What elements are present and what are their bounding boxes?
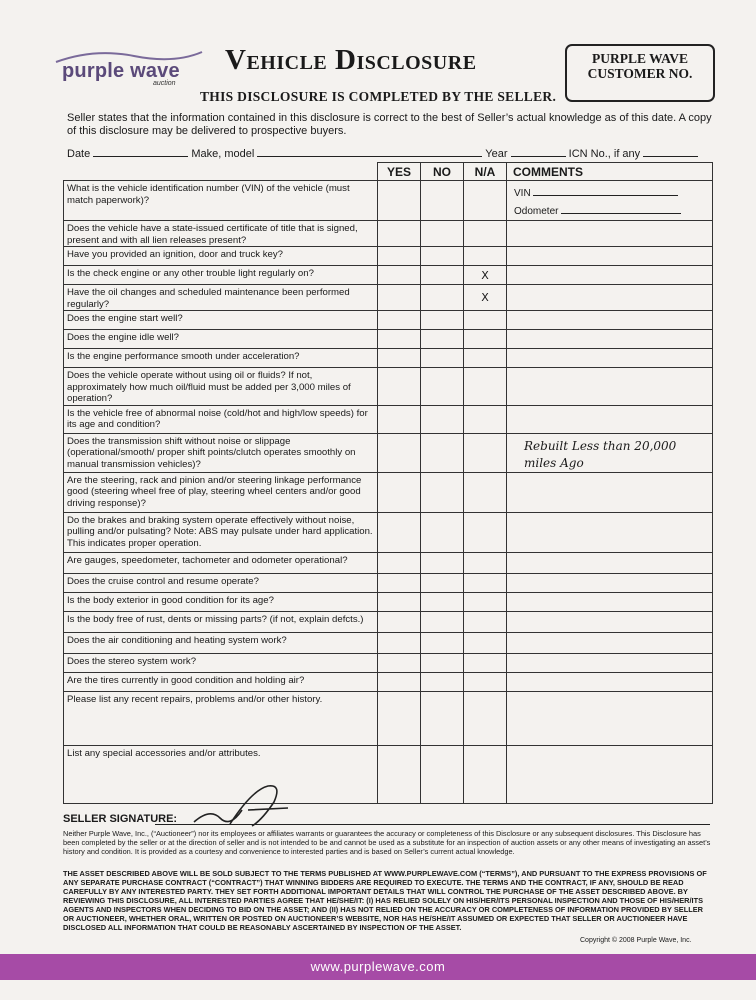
table-row bbox=[64, 221, 713, 247]
question-cell bbox=[64, 472, 378, 512]
comment-cell[interactable] bbox=[507, 512, 713, 552]
question-text: Does the engine start well? bbox=[67, 313, 183, 324]
question-header bbox=[64, 163, 378, 181]
question-text: Does the air conditioning and heating system work? bbox=[67, 634, 287, 646]
comment-cell[interactable] bbox=[507, 285, 713, 311]
no-checkbox-cell[interactable] bbox=[421, 512, 464, 552]
logo-text: purple wave bbox=[62, 60, 180, 82]
table-row bbox=[64, 592, 713, 611]
na-checkbox-cell[interactable] bbox=[464, 368, 507, 406]
handwritten-signature bbox=[190, 780, 300, 830]
na-checkbox-cell[interactable] bbox=[464, 433, 507, 472]
vin-line bbox=[514, 185, 709, 199]
question-cell bbox=[64, 691, 378, 745]
table-row bbox=[64, 405, 713, 433]
na-check-mark: X bbox=[481, 268, 489, 282]
na-checkbox-cell[interactable] bbox=[464, 691, 507, 745]
yes-checkbox-cell[interactable] bbox=[378, 285, 421, 311]
question-cell bbox=[64, 433, 378, 472]
yes-checkbox-cell[interactable] bbox=[378, 592, 421, 611]
copyright: Copyright © 2008 Purple Wave, Inc. bbox=[580, 937, 692, 944]
na-checkbox-cell[interactable] bbox=[464, 512, 507, 552]
question-text: Does the engine idle well? bbox=[67, 332, 180, 343]
yes-checkbox-cell[interactable] bbox=[378, 368, 421, 406]
question-text: Is the engine performance smooth under acceleration? bbox=[67, 351, 300, 362]
question-text: Please list any recent repairs, problems and/or other history. bbox=[67, 693, 323, 705]
question-text: Does the stereo system work? bbox=[67, 655, 197, 667]
comment-cell[interactable] bbox=[507, 433, 713, 472]
na-checkbox-cell[interactable] bbox=[464, 330, 507, 349]
yes-checkbox-cell[interactable] bbox=[378, 691, 421, 745]
question-cell bbox=[64, 247, 378, 266]
question-cell bbox=[64, 573, 378, 592]
comment-cell[interactable] bbox=[507, 266, 713, 285]
comment-cell[interactable] bbox=[507, 653, 713, 672]
comments-header: COMMENTS bbox=[507, 163, 713, 181]
customer-box-line-1: PURPLE WAVE bbox=[592, 51, 688, 66]
yes-checkbox-cell[interactable] bbox=[378, 632, 421, 653]
table-row bbox=[64, 745, 713, 803]
question-text: Is the body exterior in good condition for its age? bbox=[67, 594, 274, 606]
yes-checkbox-cell[interactable] bbox=[378, 672, 421, 691]
comment-cell[interactable] bbox=[507, 691, 713, 745]
table-row bbox=[64, 573, 713, 592]
question-text: Does the cruise control and resume operate? bbox=[67, 575, 259, 587]
question-text: Are the tires currently in good condition and holding air? bbox=[67, 674, 305, 686]
yes-checkbox-cell[interactable] bbox=[378, 266, 421, 285]
intro-statement: Seller states that the information contained in this disclosure is correct to the best of Seller’s actual knowledge as of this date. A copy of this disclosure may be delivered to prospective buyers. bbox=[67, 112, 712, 137]
comment-cell[interactable] bbox=[507, 632, 713, 653]
question-text: Have you provided an ignition, door and truck key? bbox=[67, 249, 283, 260]
table-row bbox=[64, 691, 713, 745]
table-row bbox=[64, 653, 713, 672]
na-check-mark: X bbox=[481, 291, 489, 304]
question-cell bbox=[64, 405, 378, 433]
table-row bbox=[64, 368, 713, 406]
comment-cell[interactable] bbox=[507, 349, 713, 368]
table-row bbox=[64, 285, 713, 311]
question-cell bbox=[64, 285, 378, 311]
comment-cell[interactable] bbox=[507, 330, 713, 349]
purple-wave-logo bbox=[58, 56, 198, 92]
table-header-row bbox=[64, 163, 713, 181]
na-checkbox-cell[interactable] bbox=[464, 181, 507, 221]
comment-cell[interactable] bbox=[507, 611, 713, 632]
yes-checkbox-cell[interactable] bbox=[378, 405, 421, 433]
na-checkbox-cell[interactable] bbox=[464, 672, 507, 691]
make-model-label: Make, model bbox=[191, 148, 255, 160]
na-checkbox-cell[interactable] bbox=[464, 611, 507, 632]
page-title: Vehicle Disclosure bbox=[225, 44, 477, 76]
no-checkbox-cell[interactable] bbox=[421, 330, 464, 349]
question-cell bbox=[64, 512, 378, 552]
yes-checkbox-cell[interactable] bbox=[378, 311, 421, 330]
question-text: Does the vehicle have a state-issued certificate of title that is signed, present and with all lien releases present? bbox=[67, 223, 358, 246]
no-checkbox-cell[interactable] bbox=[421, 433, 464, 472]
page-subtitle: THIS DISCLOSURE IS COMPLETED BY THE SELLER. bbox=[200, 89, 557, 104]
date-label: Date bbox=[67, 148, 91, 160]
comment-cell[interactable] bbox=[507, 221, 713, 247]
question-cell bbox=[64, 672, 378, 691]
no-checkbox-cell[interactable] bbox=[421, 672, 464, 691]
na-checkbox-cell[interactable] bbox=[464, 552, 507, 573]
na-checkbox-cell[interactable] bbox=[464, 266, 507, 285]
no-checkbox-cell[interactable] bbox=[421, 221, 464, 247]
na-checkbox-cell[interactable] bbox=[464, 311, 507, 330]
no-header: NO bbox=[421, 163, 464, 181]
question-text: Are gauges, speedometer, tachometer and odometer operational? bbox=[67, 554, 348, 566]
yes-checkbox-cell[interactable] bbox=[378, 247, 421, 266]
na-checkbox-cell[interactable] bbox=[464, 247, 507, 266]
question-cell bbox=[64, 266, 378, 285]
no-checkbox-cell[interactable] bbox=[421, 653, 464, 672]
no-checkbox-cell[interactable] bbox=[421, 573, 464, 592]
question-cell bbox=[64, 632, 378, 653]
table-row bbox=[64, 632, 713, 653]
no-checkbox-cell[interactable] bbox=[421, 592, 464, 611]
disclaimer-text: Neither Purple Wave, Inc., (“Auctioneer”) nor its employees or affiliates warrants or guarantees the accuracy or completeness of this Disclosure or any subsequent disclosures. This Disclosure has been completed by the seller or at the direction of seller and is not intended to be and cannot be used as a substitute for an inspection of auction assets or any other means of investigating an asset’s history and condition. It is provided as a courtesy and convenience to interested parties and is based on Seller’s current actual knowledge. bbox=[63, 829, 711, 856]
comment-cell[interactable] bbox=[507, 247, 713, 266]
table-row bbox=[64, 552, 713, 573]
seller-signature-label: SELLER SIGNATURE: bbox=[63, 813, 178, 825]
table-row bbox=[64, 472, 713, 512]
yes-checkbox-cell[interactable] bbox=[378, 433, 421, 472]
na-checkbox-cell[interactable] bbox=[464, 653, 507, 672]
comment-cell[interactable] bbox=[507, 745, 713, 803]
no-checkbox-cell[interactable] bbox=[421, 691, 464, 745]
yes-checkbox-cell[interactable] bbox=[378, 512, 421, 552]
table-row bbox=[64, 611, 713, 632]
odometer-label: Odometer bbox=[514, 206, 559, 217]
yes-checkbox-cell[interactable] bbox=[378, 330, 421, 349]
odometer-line bbox=[514, 203, 709, 217]
terms-text: THE ASSET DESCRIBED ABOVE WILL BE SOLD SUBJECT TO THE TERMS PUBLISHED AT WWW.PURPLEWAVE.COM (“TERMS”), AND PURSUANT TO THE EXPRESS PROVISIONS OF ANY SEPARATE PURCHASE CONTRACT (“CONTRACT”) THAT WINNING BIDDERS ARE REQUIRED TO EXECUTE. THE TERMS AND THE CONTRACT, IF ANY, SHOULD BE READ CAREFULLY BY ANY INTERESTED PARTY. THEY SET FORTH ADDITIONAL IMPORTANT DETAILS THAT WILL CONTROL THE PURCHASE OF THE ASSET DESCRIBED ABOVE. BY REVIEWING THIS DISCLOSURE, ALL INTERESTED PARTIES AGREE THAT HE/SHE/IT: (I) HAS RELIED SOLELY ON HIS/HER/ITS PERSONAL INSPECTION AND THOSE OF HIS/HER/ITS AGENTS AND INSPECTORS WHEN DECIDING TO BID ON THE ASSET; AND (II) HAS NOT RELIED ON THE ACCURACY OR COMPLETENESS OF INFORMATION PROVIDED BY SELLER OR AUCTIONEER, WHETHER ORAL, WRITTEN OR POSTED ON AUCTIONEER’S WEBSITE, NOR HAS HE/SHE/IT ASSUMED OR EXPECTED THAT SELLER OR AUCTIONEER HAVE DISCLOSED ALL INFORMATION THAT COULD BE REASONABLY ASCERTAINED BY INSPECTION OF THE ASSET. bbox=[63, 869, 707, 932]
question-text: Is the vehicle free of abnormal noise (cold/hot and high/low speeds) for its age and condition? bbox=[67, 407, 368, 430]
yes-checkbox-cell[interactable] bbox=[378, 552, 421, 573]
yes-checkbox-cell[interactable] bbox=[378, 221, 421, 247]
table-row bbox=[64, 330, 713, 349]
question-cell bbox=[64, 349, 378, 368]
no-checkbox-cell[interactable] bbox=[421, 552, 464, 573]
no-checkbox-cell[interactable] bbox=[421, 247, 464, 266]
question-text: List any special accessories and/or attributes. bbox=[67, 747, 261, 759]
na-checkbox-cell[interactable] bbox=[464, 573, 507, 592]
no-checkbox-cell[interactable] bbox=[421, 472, 464, 512]
na-checkbox-cell[interactable] bbox=[464, 632, 507, 653]
yes-header: YES bbox=[378, 163, 421, 181]
make-model-field[interactable] bbox=[257, 146, 482, 157]
yes-checkbox-cell[interactable] bbox=[378, 181, 421, 221]
footer-url[interactable]: www.purplewave.com bbox=[310, 959, 446, 974]
question-text: Have the oil changes and scheduled maintenance been performed regularly? bbox=[67, 287, 350, 310]
na-checkbox-cell[interactable] bbox=[464, 592, 507, 611]
customer-number-box bbox=[565, 44, 715, 102]
na-header: N/A bbox=[464, 163, 507, 181]
comment-cell[interactable] bbox=[507, 405, 713, 433]
question-cell bbox=[64, 311, 378, 330]
na-checkbox-cell[interactable] bbox=[464, 405, 507, 433]
comment-cell[interactable] bbox=[507, 672, 713, 691]
no-checkbox-cell[interactable] bbox=[421, 181, 464, 221]
info-line bbox=[67, 146, 717, 160]
no-checkbox-cell[interactable] bbox=[421, 745, 464, 803]
no-checkbox-cell[interactable] bbox=[421, 611, 464, 632]
table-row bbox=[64, 247, 713, 266]
question-text: Are the steering, rack and pinion and/or steering linkage performance good (steering wheel free of play, steering wheel centers and/or good driving response)? bbox=[67, 474, 362, 509]
table-row bbox=[64, 672, 713, 691]
handwritten-comment: Rebuilt Less than 20,000 miles Ago bbox=[524, 438, 677, 470]
logo-subtext: auction bbox=[153, 80, 176, 87]
icn-label: ICN No., if any bbox=[568, 148, 641, 160]
disclosure-table bbox=[63, 162, 713, 804]
yes-checkbox-cell[interactable] bbox=[378, 472, 421, 512]
na-checkbox-cell[interactable] bbox=[464, 285, 507, 311]
no-checkbox-cell[interactable] bbox=[421, 311, 464, 330]
year-field[interactable] bbox=[511, 146, 566, 157]
question-text: Is the check engine or any other trouble light regularly on? bbox=[67, 268, 314, 279]
customer-box-line-2: CUSTOMER NO. bbox=[587, 66, 693, 81]
yes-checkbox-cell[interactable] bbox=[378, 349, 421, 368]
comment-cell[interactable] bbox=[507, 592, 713, 611]
vin-label: VIN bbox=[514, 188, 531, 199]
no-checkbox-cell[interactable] bbox=[421, 368, 464, 406]
vin-field[interactable] bbox=[533, 185, 678, 196]
question-text: Does the transmission shift without noise or slippage (operational/smooth/ proper shift points/clutch operates smoothly on manual transmission vehicles)? bbox=[67, 435, 356, 470]
question-cell bbox=[64, 181, 378, 221]
comment-cell[interactable] bbox=[507, 181, 713, 221]
table-row bbox=[64, 349, 713, 368]
na-checkbox-cell[interactable] bbox=[464, 472, 507, 512]
comment-cell[interactable] bbox=[507, 368, 713, 406]
question-cell bbox=[64, 592, 378, 611]
no-checkbox-cell[interactable] bbox=[421, 349, 464, 368]
odometer-field[interactable] bbox=[561, 203, 681, 214]
comment-cell[interactable] bbox=[507, 311, 713, 330]
table-row bbox=[64, 311, 713, 330]
comment-cell[interactable] bbox=[507, 573, 713, 592]
no-checkbox-cell[interactable] bbox=[421, 632, 464, 653]
yes-checkbox-cell[interactable] bbox=[378, 745, 421, 803]
table-row bbox=[64, 266, 713, 285]
no-checkbox-cell[interactable] bbox=[421, 285, 464, 311]
question-cell bbox=[64, 330, 378, 349]
comment-cell[interactable] bbox=[507, 472, 713, 512]
no-checkbox-cell[interactable] bbox=[421, 266, 464, 285]
question-text: Does the vehicle operate without using oil or fluids? If not, approximately how much oil/fluid must be added per 3,000 miles of operation? bbox=[67, 370, 351, 404]
yes-checkbox-cell[interactable] bbox=[378, 653, 421, 672]
na-checkbox-cell[interactable] bbox=[464, 349, 507, 368]
yes-checkbox-cell[interactable] bbox=[378, 573, 421, 592]
icn-field[interactable] bbox=[643, 146, 698, 157]
question-cell bbox=[64, 611, 378, 632]
no-checkbox-cell[interactable] bbox=[421, 405, 464, 433]
question-text: Is the body free of rust, dents or missing parts? (if not, explain defcts.) bbox=[67, 613, 364, 625]
na-checkbox-cell[interactable] bbox=[464, 745, 507, 803]
question-cell bbox=[64, 368, 378, 406]
table-row bbox=[64, 512, 713, 552]
year-label: Year bbox=[485, 148, 508, 160]
question-text: What is the vehicle identification number (VIN) of the vehicle (must match paperwork)? bbox=[67, 183, 350, 206]
comment-cell[interactable] bbox=[507, 552, 713, 573]
yes-checkbox-cell[interactable] bbox=[378, 611, 421, 632]
footer-bar bbox=[0, 954, 756, 980]
na-checkbox-cell[interactable] bbox=[464, 221, 507, 247]
question-text: Do the brakes and braking system operate effectively without noise, pulling and/or pulsating? Note: ABS may pulsate under hard application. This indicates proper operation. bbox=[67, 514, 373, 549]
table-row bbox=[64, 181, 713, 221]
question-cell bbox=[64, 552, 378, 573]
question-cell bbox=[64, 221, 378, 247]
date-field[interactable] bbox=[93, 146, 188, 157]
question-cell bbox=[64, 653, 378, 672]
table-row bbox=[64, 433, 713, 472]
